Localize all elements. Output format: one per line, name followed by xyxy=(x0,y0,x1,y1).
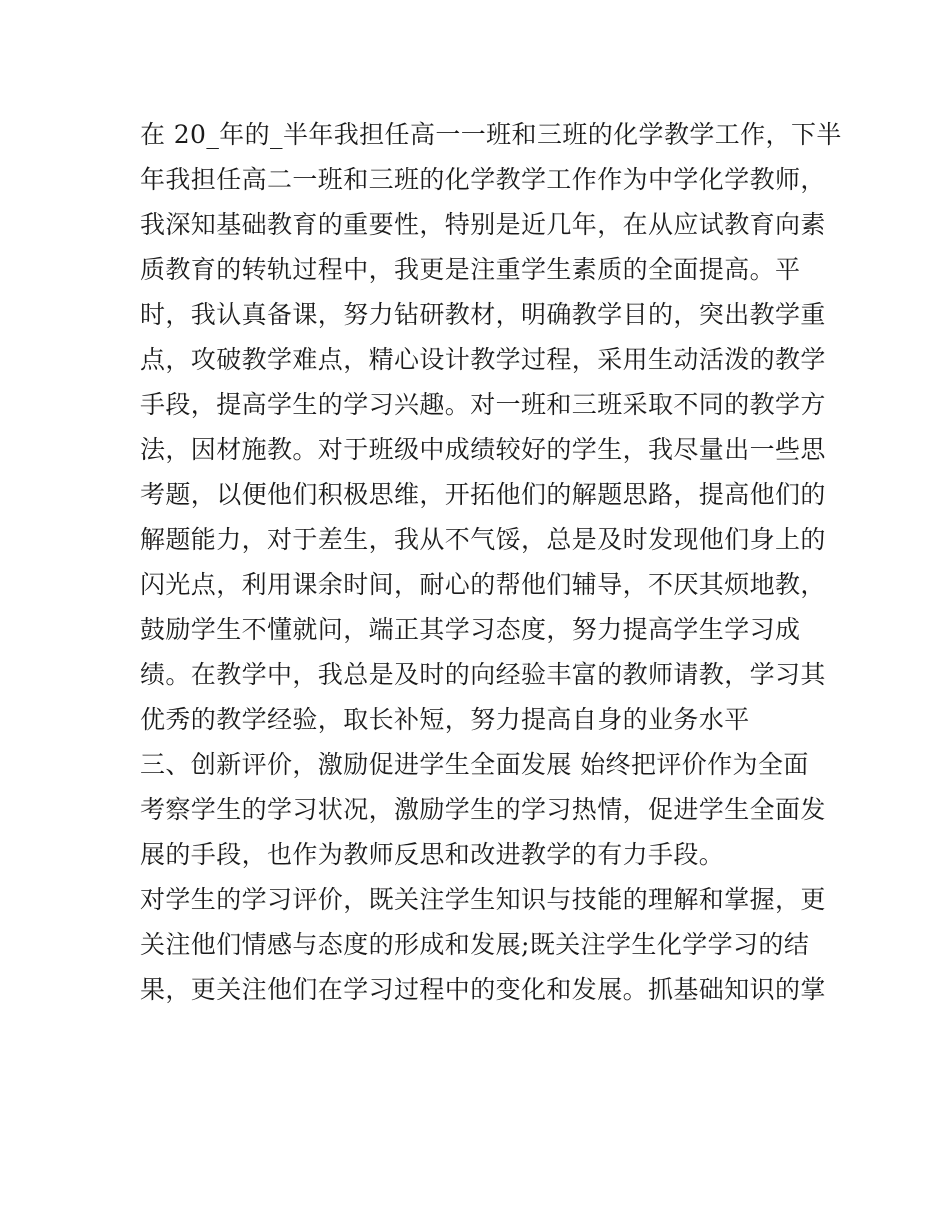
text-line: 果，更关注他们在学习过程中的变化和发展。抓基础知识的掌 xyxy=(140,975,826,1004)
text-line: 闪光点，利用课余时间，耐心的帮他们辅导，不厌其烦地教， xyxy=(140,570,826,599)
text-line: 鼓励学生不懂就问，端正其学习态度，努力提高学生学习成 xyxy=(140,615,801,644)
text-line: 绩。在教学中，我总是及时的向经验丰富的教师请教，学习其 xyxy=(140,660,826,689)
section-heading-line: 三、创新评价，激励促进学生全面发展 始终把评价作为全面 xyxy=(140,750,809,779)
text-line: 年我担任高二一班和三班的化学教学工作作为中学化学教师， xyxy=(140,165,826,194)
text-line: 考察学生的学习状况，激励学生的学习热情，促进学生全面发 xyxy=(140,795,826,824)
text-line: 考题，以便他们积极思维，开拓他们的解题思路，提高他们的 xyxy=(140,480,826,509)
text-line: 关注他们情感与态度的形成和发展;既关注学生化学学习的结 xyxy=(140,930,810,959)
text-line: 解题能力，对于差生，我从不气馁，总是及时发现他们身上的 xyxy=(140,525,826,554)
text-line: 法，因材施教。对于班级中成绩较好的学生，我尽量出一些思 xyxy=(140,435,826,464)
text-line: 优秀的教学经验，取长补短，努力提高自身的业务水平 xyxy=(140,705,750,734)
text-line: 对学生的学习评价，既关注学生知识与技能的理解和掌握，更 xyxy=(140,885,826,914)
body-text xyxy=(140,112,842,1012)
text-line: 手段，提高学生的学习兴趣。对一班和三班采取不同的教学方 xyxy=(140,390,826,419)
text-line: 时，我认真备课，努力钻研教材，明确教学目的，突出教学重 xyxy=(140,300,826,329)
text-line: 质教育的转轨过程中，我更是注重学生素质的全面提高。平 xyxy=(140,255,801,284)
text-line: 在 20_年的_半年我担任高一一班和三班的化学教学工作，下半 xyxy=(140,120,842,149)
text-line: 展的手段，也作为教师反思和改进教学的有力手段。 xyxy=(140,840,725,869)
text-line: 点，攻破教学难点，精心设计教学过程，采用生动活泼的教学 xyxy=(140,345,826,374)
text-line: 我深知基础教育的重要性，特别是近几年，在从应试教育向素 xyxy=(140,210,826,239)
